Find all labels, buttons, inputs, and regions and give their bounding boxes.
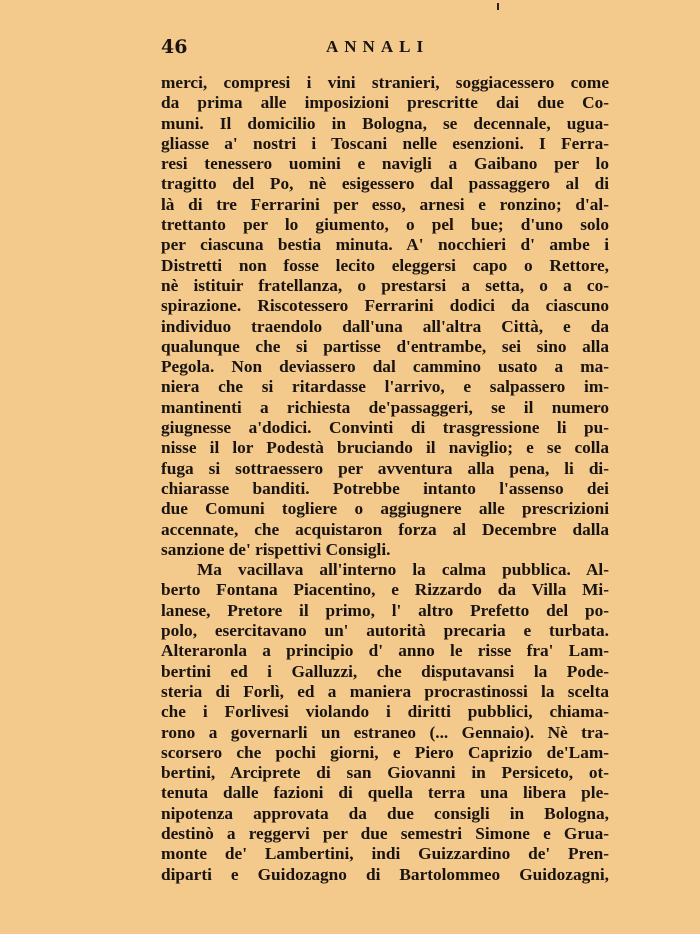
text-line: individuo traendolo dall'una all'altra Città, e da	[161, 316, 609, 336]
text-line: polo, esercitavano un' autorità precaria e turbata.	[161, 621, 609, 641]
text-line: resi tenessero uomini e navigli a Gaibano per lo	[161, 154, 609, 174]
text-line: sanzione de' rispettivi Consigli.	[161, 539, 391, 559]
text-line: lanese, Pretore il primo, l' altro Prefetto del po-	[161, 600, 609, 620]
page-header	[161, 36, 621, 62]
text-line: rono a governarli un estraneo (... Gennaio). Nè tra-	[161, 722, 609, 742]
text-line: Alteraronla a principio d' anno le risse fra' Lam-	[161, 641, 609, 661]
text-line: niera che si ritardasse l'arrivo, e salpassero im-	[161, 377, 609, 397]
text-line: chiarasse banditi. Potrebbe intanto l'assenso dei	[161, 478, 609, 498]
text-line: diparti e Guidozagno di Bartolommeo Guidozagni,	[161, 864, 609, 884]
text-line: spirazione. Riscotessero Ferrarini dodici da ciascuno	[161, 296, 609, 316]
text-line: fuga si sottraessero per avventura alla pena, li di-	[161, 458, 609, 478]
text-line: per ciascuna bestia minuta. A' nocchieri d' ambe i	[161, 235, 609, 255]
text-line: gliasse a' nostri i Toscani nelle esenzioni. I Ferra-	[161, 133, 609, 153]
text-line: nipotenza approvata da due consigli in Bologna,	[161, 803, 609, 823]
text-line: berto Fontana Piacentino, e Rizzardo da Villa Mi-	[161, 580, 609, 600]
text-line: merci, compresi i vini stranieri, soggiacessero come	[161, 73, 609, 92]
text-line: Pegola. Non deviassero dal cammino usato a ma-	[161, 357, 609, 377]
text-line: tragitto del Po, nè esigessero dal passaggero al di	[161, 174, 609, 194]
text-line: qualunque che si partisse d'entrambe, sei sino alla	[161, 336, 609, 356]
text-line: nè istituir fratellanza, o prestarsi a setta, o a co-	[161, 275, 609, 295]
text-line: accennate, che acquistaron forza al Decembre dalla	[161, 519, 609, 539]
text-line: muni. Il domicilio in Bologna, se decennale, ugua-	[161, 113, 609, 133]
text-line: mantinenti a richiesta de'passaggeri, se il numero	[161, 397, 609, 417]
text-line: tenuta dalle fazioni di quella terra una libera ple-	[161, 783, 609, 803]
text-line: giugnesse a'dodici. Convinti di trasgressione li pu-	[161, 418, 609, 438]
text-line: due Comuni togliere o aggiugnere alle prescrizioni	[161, 499, 609, 519]
text-line: trettanto per lo giumento, o pel bue; d'uno solo	[161, 215, 609, 235]
text-line: da prima alle imposizioni prescritte dai due Co-	[161, 93, 609, 113]
text-line: bertini ed i Galluzzi, che disputavansi la Pode-	[161, 661, 609, 681]
text-line: monte de' Lambertini, indi Guizzardino de' Pren-	[161, 844, 609, 864]
text-line: steria di Forlì, ed a maniera procrastinossi la scelta	[161, 681, 609, 701]
text-line: Ma vacillava all'interno la calma pubblica. Al-	[197, 560, 609, 580]
text-line: destinò a reggervi per due semestri Simone e Grua-	[161, 823, 609, 843]
text-line: Distretti non fosse lecito eleggersi capo o Rettore,	[161, 255, 609, 275]
text-line: bertini, Arciprete di san Giovanni in Persiceto, ot-	[161, 763, 609, 783]
text-line: che i Forlivesi violando i diritti pubblici, chiama-	[161, 702, 609, 722]
text-line: là di tre Ferrarini per esso, arnesi e ronzino; d'al-	[161, 194, 609, 214]
running-head: ANNALI	[326, 37, 430, 56]
text-line: nisse il lor Podestà bruciando il naviglio; e se colla	[161, 438, 609, 458]
page-number: 46	[161, 36, 188, 58]
body-text	[161, 73, 609, 885]
print-mark	[497, 3, 499, 10]
text-line: scorsero che pochi giorni, e Piero Caprizio de'Lam-	[161, 742, 609, 762]
